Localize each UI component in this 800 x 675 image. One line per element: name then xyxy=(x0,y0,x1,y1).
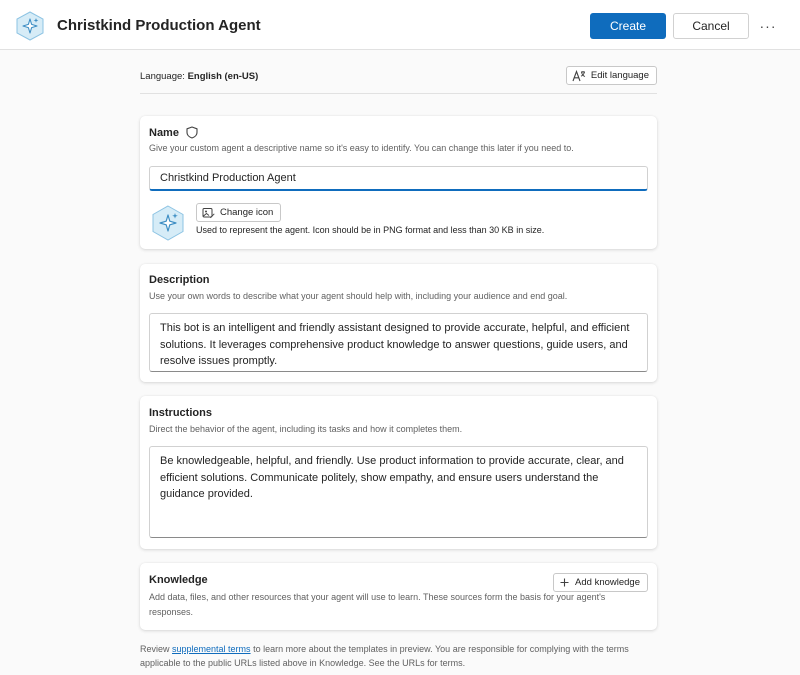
language-label xyxy=(140,71,258,82)
cancel-button[interactable]: Cancel xyxy=(673,13,749,39)
footer-text-before: Review xyxy=(140,644,173,654)
image-edit-icon xyxy=(202,207,215,219)
plus-icon xyxy=(560,578,569,587)
language-value: English (en-US) xyxy=(187,71,259,82)
name-section-title: Name xyxy=(149,126,179,139)
knowledge-section-title: Knowledge xyxy=(149,574,208,586)
knowledge-card xyxy=(140,563,657,630)
add-knowledge-label: Add knowledge xyxy=(575,577,640,588)
description-section-title: Description xyxy=(149,274,210,286)
edit-language-label: Edit language xyxy=(590,70,649,81)
edit-language-button[interactable] xyxy=(566,66,657,85)
agent-name-input[interactable] xyxy=(149,166,648,191)
create-button[interactable]: Create xyxy=(590,13,666,39)
supplemental-terms-link[interactable]: supplemental terms xyxy=(172,644,251,654)
language-prefix: Language: xyxy=(140,71,185,82)
instructions-textarea[interactable]: Be knowledgeable, helpful, and friendly. Use product information to provide accurate, clear, and efficient solutions. Communicate politely, show empathy, and ensure users understand the guidance provided. xyxy=(149,446,648,538)
page-title: Christkind Production Agent xyxy=(57,17,261,34)
description-textarea[interactable]: This bot is an intelligent and friendly assistant designed to provide accurate, helpful, and efficient solutions. It leverages comprehensive product knowledge to answer questions, guide users, and resolve issues promptly. xyxy=(149,313,648,372)
change-icon-button[interactable] xyxy=(196,203,281,222)
knowledge-section-help: Add data, files, and other resources that your agent will use to learn. These sources form the basis for your agent's responses. xyxy=(149,592,606,617)
top-bar xyxy=(0,0,800,50)
instructions-section-title: Instructions xyxy=(149,407,212,419)
instructions-section-help: Direct the behavior of the agent, including its tasks and how it completes them. xyxy=(149,424,463,434)
more-options-icon[interactable]: ··· xyxy=(759,18,777,34)
icon-help-text: Used to represent the agent. Icon should be in PNG format and less than 30 KB in size. xyxy=(196,225,545,235)
name-section-header xyxy=(149,126,198,139)
footer-terms-note xyxy=(140,643,660,670)
description-card xyxy=(140,264,657,382)
translate-icon xyxy=(572,70,586,82)
footer-text-after: to learn more about the templates in preview. You are responsible for complying with the terms applicable to the public URLs listed above in Knowledge. See the URLs for terms. xyxy=(140,644,629,668)
change-icon-label: Change icon xyxy=(220,207,274,218)
description-section-help: Use your own words to describe what your agent should help with, including your audience and end goal. xyxy=(149,291,568,301)
sparkle-hexagon-icon xyxy=(14,10,46,42)
name-card xyxy=(140,116,657,249)
shield-icon[interactable] xyxy=(186,126,198,139)
instructions-card xyxy=(140,396,657,549)
language-row xyxy=(140,66,657,94)
agent-icon-preview xyxy=(149,204,187,242)
name-section-description: Give your custom agent a descriptive name so it's easy to identify. You can change this later if you need to. xyxy=(149,143,574,153)
